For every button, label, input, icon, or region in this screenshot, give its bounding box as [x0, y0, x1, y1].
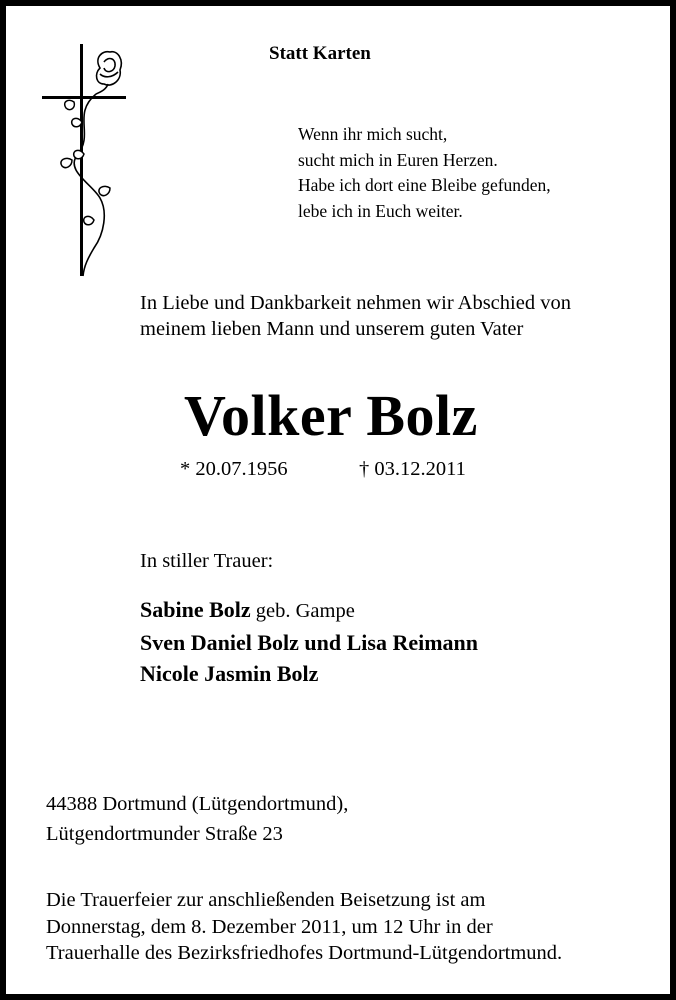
birth-date: * 20.07.1956: [180, 458, 288, 480]
poem-line: lebe ich in Euch weiter.: [298, 200, 463, 221]
family-member-name: Nicole Jasmin Bolz: [140, 661, 319, 686]
poem-line: sucht mich in Euren Herzen.: [298, 149, 498, 170]
family-member: [140, 627, 478, 658]
mourning-label: In stiller Trauer:: [140, 550, 274, 572]
intro-text: [140, 290, 571, 342]
family-list: [140, 594, 478, 689]
funeral-line: Donnerstag, dem 8. Dezember 2011, um 12 Uhr in der: [46, 915, 493, 938]
family-member-name: Sven Daniel Bolz und Lisa Reimann: [140, 630, 479, 655]
family-member-maiden-name: geb. Gampe: [250, 600, 355, 622]
poem: [298, 122, 551, 224]
family-member: [140, 594, 478, 627]
funeral-line: Die Trauerfeier zur anschließenden Beisetzung ist am: [46, 889, 486, 911]
funeral-line: Trauerhalle des Bezirksfriedhofes Dortmund-Lütgendortmund.: [46, 942, 563, 964]
family-member-name: Sabine Bolz: [140, 597, 251, 622]
address: [46, 789, 348, 849]
intro-line: In Liebe und Dankbarkeit nehmen wir Abschied von: [140, 292, 571, 314]
family-member: [140, 658, 478, 689]
header-title: Statt Karten: [269, 43, 371, 64]
address-line: 44388 Dortmund (Lütgendortmund),: [46, 793, 349, 815]
intro-line: meinem lieben Mann und unserem guten Vater: [140, 318, 524, 340]
poem-line: Wenn ihr mich sucht,: [298, 124, 448, 144]
address-line: Lütgendortmunder Straße 23: [46, 823, 283, 845]
funeral-info: [46, 887, 562, 967]
deceased-name: Volker Bolz: [184, 383, 478, 448]
death-date: † 03.12.2011: [359, 458, 466, 480]
poem-line: Habe ich dort eine Bleibe gefunden,: [298, 175, 551, 195]
cross-with-rose-icon: [42, 44, 132, 280]
